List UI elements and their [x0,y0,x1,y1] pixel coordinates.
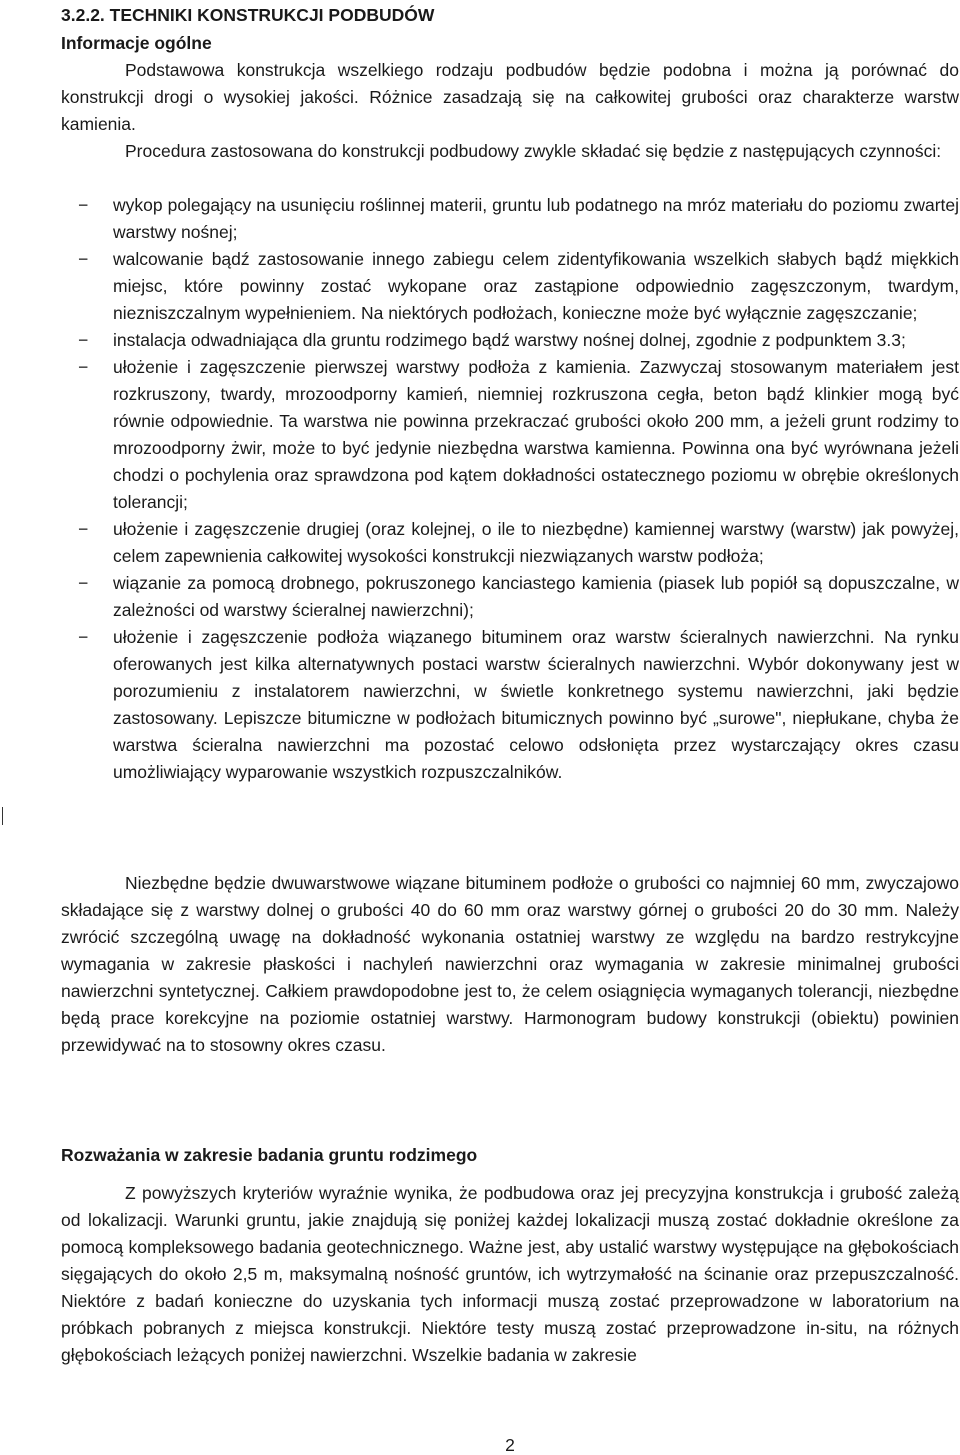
margin-mark [2,807,3,825]
list-item-text: ułożenie i zagęszczenie drugiej (oraz kolejnej, o ile to niezbędne) kamiennej warstwy (warstw) jak powyżej, celem zapewnienia całkowitej wysokości konstrukcji niezwiązanych warstw podłoża; [113,519,959,566]
dash-bullet: − [78,357,89,377]
list-item [61,354,959,516]
section-heading: 3.2.2. TECHNIKI KONSTRUKCJI PODBUDÓW [61,5,435,25]
list-item [61,624,959,786]
dash-bullet: − [78,519,89,539]
list-item-text: instalacja odwadniająca dla gruntu rodzimego bądź warstwy nośnej dolnej, zgodnie z podpunktem 3.3; [113,330,906,350]
bitumen-paragraph: Niezbędne będzie dwuwarstwowe wiązane bituminem podłoże o grubości co najmniej 60 mm, zwyczajowo składające się z warstwy dolnej o grubości 40 do 60 mm oraz warstwy górnej o grubości 20 do 30 mm. Należy zwrócić szczególną uwagę na dokładność wykonania ostatniej warstwy ze względu na bardzo restrykcyjne wymagania w zakresie płaskości i nachyleń nawierzchni oraz wymagania w zakresie minimalnej grubości nawierzchni syntetycznej. Całkiem prawdopodobne jest to, że celem osiągnięcia wymaganych tolerancji, niezbędne będą prace korekcyjne na poziomie ostatniej warstwy. Harmonogram budowy konstrukcji (obiektu) powinien przewidywać na to stosowny okres czasu. [61,873,959,1055]
dash-bullet: − [78,330,89,350]
dash-bullet: − [78,195,89,215]
soil-paragraph: Z powyższych kryteriów wyraźnie wynika, że podbudowa oraz jej precyzyjna konstrukcja i grubość zależą od lokalizacji. Warunki gruntu, jakie znajdują się poniżej każdej lokalizacji muszą zostać dokładnie określone za pomocą kompleksowego badania geotechnicznego. Ważne jest, aby ustalić warstwy występujące na głębokościach sięgających do około 2,5 m, maksymalną nośność gruntów, ich wytrzymałość na ścinanie oraz przepuszczalność. Niektóre z badań konieczne do uzyskania tych informacji muszą zostać przeprowadzone w laboratorium na próbkach pobranych z miejsca konstrukcji. Niektóre testy muszą zostać przeprowadzone in-situ, na różnych głębokościach leżących poniżej nawierzchni. Wszelkie badania w zakresie [61,1183,959,1365]
list-item-text: wykop polegający na usunięciu roślinnej materii, gruntu lub podatnego na mróz materiału do poziomu zwartej warstwy nośnej; [113,195,959,242]
dash-bullet: − [78,627,89,647]
soil-testing-heading: Rozważania w zakresie badania gruntu rodzimego [61,1145,478,1165]
list-item-text: ułożenie i zagęszczenie pierwszej warstwy podłoża z kamienia. Zazwyczaj stosowanym materiałem jest rozkruszony, twardy, mrozoodporny kamień, niemniej rozkruszona cegła, beton bądź klinkier mogą być równie odpowiednie. Ta warstwa nie powinna przekraczać grubości około 200 mm, a jeżeli grunt rodzimy to mrozoodporny żwir, może to być jedynie niezbędna warstwa kamienna. Powinna ona być wyrównana jeżeli chodzi o pochylenia oraz sprawdzona pod kątem dokładności ostatecznego poziomu w obrębie określonych tolerancji; [113,357,959,512]
list-item [61,192,959,246]
list-item [61,327,959,354]
general-info-heading: Informacje ogólne [61,33,212,53]
dash-bullet: − [78,573,89,593]
intro-paragraph: Podstawowa konstrukcja wszelkiego rodzaju podbudów będzie podobna i można ją porównać do konstrukcji drogi o wysokiej jakości. Różnice zasadzają się na całkowitej grubości oraz charakterze warstw kamienia. [61,60,959,134]
page-number: 2 [505,1435,515,1455]
list-item-text: walcowanie bądź zastosowanie innego zabiegu celem zidentyfikowania wszelkich słabych bądź miękkich miejsc, które powinny zostać wykopane oraz zastąpione odpowiednio zagęszczonym, twardym, niezniszczalnym wypełnieniem. Na niektórych podłożach, konieczne może być wyłącznie zagęszczanie; [113,249,959,323]
list-item [61,246,959,327]
procedure-paragraph: Procedura zastosowana do konstrukcji podbudowy zwykle składać się będzie z następujących czynności: [125,141,942,161]
list-item-text: ułożenie i zagęszczenie podłoża wiązanego bituminem oraz warstw ścieralnych nawierzchni. Na rynku oferowanych jest kilka alternatywnych postaci warstw ścieralnych nawierzchni. Wybór dokonywany jest w porozumieniu z instalatorem nawierzchni, w świetle konkretnego systemu nawierzchni, jaki będzie zastosowany. Lepiszcze bitumiczne w podłożach bitumicznych powinno być „surowe", niepłukane, chyba że warstwa ścieralna nawierzchni ma pozostać celowo odsłonięta przez wystarczający okres czasu umożliwiający wyparowanie wszystkich rozpuszczalników. [113,627,959,782]
construction-steps-list [61,192,959,786]
list-item [61,570,959,624]
list-item [61,516,959,570]
list-item-text: wiązanie za pomocą drobnego, pokruszonego kanciastego kamienia (piasek lub popiół są dopuszczalne, w zależności od warstwy ścieralnej nawierzchni); [113,573,959,620]
dash-bullet: − [78,249,89,269]
